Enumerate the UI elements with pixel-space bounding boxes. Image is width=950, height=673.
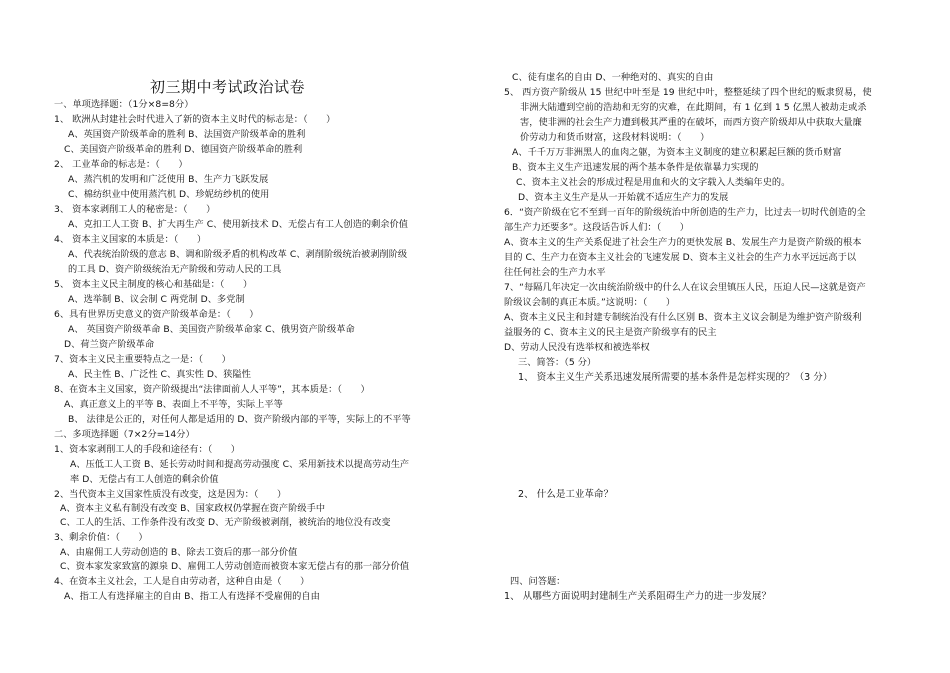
- option-line: A、蒸汽机的发明和广泛使用 B、生产力飞跃发展: [68, 174, 269, 185]
- section-heading: 三、简答：（5 分）: [518, 357, 597, 368]
- question: 4、 资本主义国家的本质是：（ ）: [54, 234, 207, 245]
- question-text: 价劳动力和货币财富，这段材料说明：（ ）: [520, 132, 710, 143]
- question: 5、 资本主义民主制度的核心和基础是：（ ）: [54, 279, 253, 290]
- question: 8、在资本主义国家，资产阶级提出“法律面前人人平等”，其本质是：（ ）: [54, 384, 370, 395]
- option-line: A、 英国资产阶级革命 B、美国资产阶级革命家 C、俄男资产阶级革命: [68, 324, 355, 335]
- page-title: 初三期中考试政治试卷: [150, 78, 306, 96]
- question: 3、剩余价值：（ ）: [54, 532, 148, 543]
- option-line: C、徒有虚名的自由 D、一种绝对的、真实的自由: [512, 72, 714, 83]
- section-heading: 一、单项选择题：（1分×8=8分）: [54, 99, 194, 110]
- option-line: A、代表统治阶级的意志 B、调和阶级矛盾的机构改革 C、剥削阶级统治被剥削阶级: [68, 249, 408, 260]
- section-heading: 二、多项选择题（7×2分=14分）: [54, 429, 195, 440]
- essay-question: 1、 从哪些方面说明封建制生产关系阻碍生产力的进一步发展？: [504, 591, 772, 602]
- option-line: A、资本主义的生产关系促进了社会生产力的更快发展 B、发展生产力是资产阶级的根本: [504, 237, 862, 248]
- option-line: B、 法律是公正的，对任何人都是适用的 D、资产阶级内部的平等，实际上的不平等: [68, 414, 411, 425]
- question-text: 部生产力还要多”。这段话告诉人们：（ ）: [504, 222, 689, 233]
- option-line: A、资本主义民主和封建专制统治没有什么区别 B、资本主义议会制是为维护资产阶级利: [504, 312, 862, 323]
- question: 2、 工业革命的标志是：（ ）: [54, 159, 188, 170]
- option-line: 率 D、无偿占有工人创造的剩余价值: [70, 474, 219, 485]
- option-line: D、荷兰资产阶级革命: [64, 339, 155, 350]
- short-answer-question: 1、 资本主义生产关系迅速发展所需要的基本条件是怎样实现的？（3 分）: [518, 372, 833, 383]
- option-line: A、民主性 B、广泛性 C、真实性 D、狭隘性: [68, 369, 251, 380]
- option-line: A、选举制 B、议会制 C 两党制 D、多党制: [68, 294, 245, 305]
- question-text: 非洲大陆遭到空前的浩劫和无穷的灾难，在此期间，有 1 亿到 1 5 亿黑人被劫走或杀: [520, 102, 867, 113]
- option-line: A、资本主义私有制没有改变 B、国家政权仍掌握在资产阶级手中: [60, 503, 326, 514]
- option-line: C、资本家发家致富的源泉 D、雇佣工人劳动创造而被资本家无偿占有的那一部分价值: [60, 561, 410, 572]
- question: 4、在资本主义社会，工人是自由劳动者，这种自由是（ ）: [54, 576, 310, 587]
- question: 2、当代资本主义国家性质没有改变，这是因为：（ ）: [54, 489, 287, 500]
- option-line: A、由雇佣工人劳动创造的 B、除去工资后的那一部分价值: [60, 547, 298, 558]
- option-line: A、真正意义上的平等 B、表面上不平等，实际上平等: [64, 399, 283, 410]
- question: 6．“资产阶级在它不至到一百年的阶级统治中所创造的生产力，比过去一切时代创造的全: [504, 207, 866, 218]
- option-line: A、克扣工人工资 B、扩大再生产 C、使用新技术 D、无偿占有工人创造的剩余价值: [68, 219, 409, 230]
- option-line: 往任何社会的生产力水平: [504, 267, 606, 278]
- option-line: 益服务的 C、资本主义的民主是资产阶级享有的民主: [504, 327, 717, 338]
- question-text: 害，使非洲的社会生产力遭到极其严重的在破坏，而西方资产阶级却从中获取大量廉: [520, 117, 862, 128]
- option-line: 目的 C、生产力在资本主义社会的飞速发展 D、资本主义社会的生产力水平远远高于以: [504, 252, 857, 263]
- option-line: A、压低工人工资 B、延长劳动时间和提高劳动强度 C、采用新技术以提高劳动生产: [70, 459, 410, 470]
- option-line: B、资本主义生产迅速发展的两个基本条件是依靠暴力实现的: [512, 162, 759, 173]
- section-heading: 四、问答题：: [510, 576, 566, 587]
- question: 5、 西方资产阶级从 15 世纪中叶至是 19 世纪中叶，整整延续了四个世纪的贩隶贸易，使: [504, 87, 872, 98]
- option-line: C、美国资产阶级革命的胜利 D、德国资产阶级革命的胜利: [64, 144, 303, 155]
- question: 7、“每隔几年决定一次由统治阶级中的什么人在议会里镇压人民，压迫人民—这就是资产: [504, 282, 866, 293]
- question-text: 阶级议会制的真正本质。”这说明：（ ）: [504, 297, 676, 308]
- option-line: C、棉纺织业中使用蒸汽机 D、珍妮纺纱机的使用: [68, 189, 270, 200]
- question: 1、资本家剥削工人的手段和途径有：（ ）: [54, 444, 241, 455]
- short-answer-question: 2、 什么是工业革命？: [518, 489, 614, 500]
- option-line: C、工人的生活、工作条件没有改变 D、无产阶级被剥削，被统治的地位没有改变: [60, 517, 391, 528]
- option-line: A、千千万万非洲黑人的血肉之躯，为资本主义制度的建立积累起巨额的货币财富: [512, 147, 842, 158]
- question: 6、具有世界历史意义的资产阶级革命是：（ ）: [54, 309, 259, 320]
- question: 3、 资本家剥削工人的秘密是：（ ）: [54, 204, 216, 215]
- option-line: D、资本主义生产是从一开始就不适应生产力的发展: [518, 192, 729, 203]
- option-line: 的工具 D、资产阶级统治无产阶级和劳动人民的工具: [68, 264, 282, 275]
- option-line: A、指工人有选择雇主的自由 B、指工人有选择不受雇佣的自由: [64, 591, 320, 602]
- option-line: D、劳动人民没有选举权和被选举权: [504, 342, 650, 353]
- question: 7、资本主义民主重要特点之一是：（ ）: [54, 354, 231, 365]
- question: 1、 欧洲从封建社会时代进入了新的资本主义时代的标志是：（ ）: [54, 114, 336, 125]
- option-line: C、资本主义社会的形成过程是用血和火的文字载入人类编年史的。: [516, 177, 791, 188]
- option-line: A、英国资产阶级革命的胜利 B、法国资产阶级革命的胜利: [68, 129, 306, 140]
